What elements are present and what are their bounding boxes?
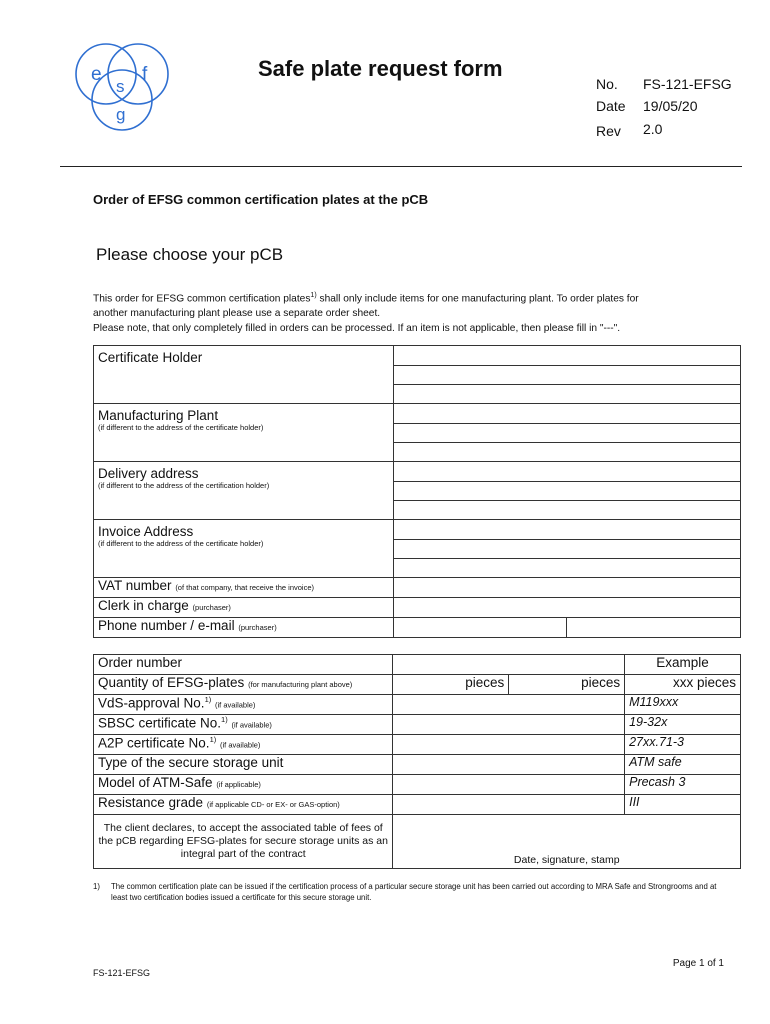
header-divider <box>60 166 742 167</box>
vds-example: M119xxx <box>625 695 741 715</box>
order-number-field[interactable] <box>393 655 625 675</box>
vat-field[interactable] <box>393 578 740 598</box>
delivery-address-line-3[interactable] <box>393 501 740 520</box>
phone-note: (purchaser) <box>238 623 277 632</box>
certificate-holder-label: Certificate Holder <box>98 350 203 365</box>
choose-pcb-heading: Please choose your pCB <box>96 245 284 264</box>
date-label: Date <box>596 98 626 114</box>
quantity-cell <box>94 675 393 695</box>
address-table <box>93 345 741 638</box>
footnote <box>93 881 733 903</box>
rev-label: Rev <box>596 123 621 139</box>
storage-type-label: Type of the secure storage unit <box>98 755 284 770</box>
delivery-address-note: (if different to the address of the certification holder) <box>98 481 270 490</box>
order-number-cell <box>94 655 393 675</box>
quantity-label: Quantity of EFSG-plates <box>98 675 245 690</box>
declaration: The client declares, to accept the associated table of fees of the pCB regarding EFSG-plates for secure storage units as an integral part of the contract <box>94 815 393 869</box>
model-cell <box>94 775 393 795</box>
storage-type-cell <box>94 755 393 775</box>
intro-line1b: shall only include items for one manufacturing plant. To order plates for <box>316 293 639 305</box>
order-number-label: Order number <box>98 655 183 670</box>
clerk-label: Clerk in charge <box>98 598 189 613</box>
a2p-example: 27xx.71-3 <box>625 735 741 755</box>
storage-type-example: ATM safe <box>625 755 741 775</box>
resistance-example: III <box>625 795 741 815</box>
example-header: Example <box>625 655 741 675</box>
delivery-address-cell <box>94 462 394 520</box>
sbsc-sup: 1) <box>221 715 228 724</box>
model-example: Precash 3 <box>625 775 741 795</box>
vds-cell <box>94 695 393 715</box>
clerk-field[interactable] <box>393 598 740 618</box>
logo-letter-s: s <box>116 77 125 96</box>
resistance-label: Resistance grade <box>98 795 204 810</box>
vds-label: VdS-approval No. <box>98 695 205 711</box>
vds-note: (if available) <box>215 700 256 710</box>
sbsc-note: (if available) <box>231 720 272 730</box>
logo-letter-f: f <box>142 64 148 85</box>
invoice-address-line-1[interactable] <box>393 520 740 540</box>
manufacturing-plant-line-2[interactable] <box>393 424 740 443</box>
intro-line1a: This order for EFSG common certification plates <box>93 293 311 305</box>
signature-label: Date, signature, stamp <box>513 854 620 866</box>
intro-text <box>93 288 733 336</box>
intro-footnote-mark: 1) <box>310 292 317 299</box>
footnote-text: The common certification plate can be issued if the certification process of a particular secure storage unit has been carried out according to MRA Safe and Strongrooms and at least two certification bodies issued a certificate for this secure storage unit. <box>111 882 717 902</box>
sbsc-example: 19-32x <box>625 715 741 735</box>
certificate-holder-line-2[interactable] <box>393 366 740 385</box>
delivery-address-label: Delivery address <box>98 466 199 481</box>
invoice-address-label: Invoice Address <box>98 524 194 539</box>
intro-line2: another manufacturing plant please use a separate order sheet. <box>93 308 381 320</box>
intro-line3: Please note, that only completely filled in orders can be processed. If an item is not applicable, then please fill in "---". <box>93 323 621 335</box>
email-field[interactable] <box>567 618 741 638</box>
manufacturing-plant-label: Manufacturing Plant <box>98 408 219 423</box>
resistance-note: (if applicable CD- or EX- or GAS-option) <box>206 800 340 809</box>
sbsc-field[interactable] <box>393 715 625 735</box>
manufacturing-plant-line-1[interactable] <box>393 404 740 424</box>
resistance-field[interactable] <box>393 795 625 815</box>
esfg-logo <box>58 30 188 136</box>
certificate-holder-line-1[interactable] <box>393 346 740 366</box>
model-label: Model of ATM-Safe <box>98 775 213 790</box>
sbsc-cell <box>94 715 393 735</box>
delivery-address-line-1[interactable] <box>393 462 740 482</box>
logo-letter-g: g <box>116 105 126 124</box>
quantity-field-2[interactable]: pieces <box>509 675 625 695</box>
quantity-field-1[interactable]: pieces <box>393 675 509 695</box>
sbsc-label: SBSC certificate No. <box>98 715 222 731</box>
clerk-cell <box>94 598 394 618</box>
resistance-cell <box>94 795 393 815</box>
invoice-address-cell <box>94 520 394 578</box>
quantity-note: (for manufacturing plant above) <box>248 680 353 689</box>
vds-sup: 1) <box>204 695 212 704</box>
manufacturing-plant-note: (if different to the address of the certificate holder) <box>98 423 264 432</box>
rev-value: 2.0 <box>643 121 663 137</box>
footnote-mark: 1) <box>93 882 100 891</box>
certificate-holder-cell <box>94 346 394 404</box>
phone-label: Phone number / e-mail <box>98 618 235 633</box>
manufacturing-plant-line-3[interactable] <box>393 443 740 462</box>
clerk-note: (purchaser) <box>192 603 231 612</box>
vat-label: VAT number <box>98 578 172 593</box>
model-note: (if applicable) <box>216 780 261 789</box>
model-field[interactable] <box>393 775 625 795</box>
a2p-field[interactable] <box>393 735 625 755</box>
order-table <box>93 654 741 869</box>
date-value: 19/05/20 <box>643 98 698 114</box>
section-subtitle: Order of EFSG common certification plates at the pCB <box>93 192 429 207</box>
invoice-address-line-3[interactable] <box>393 559 740 578</box>
page-number: Page 1 of 1 <box>672 958 724 969</box>
invoice-address-note: (if different to the address of the certificate holder) <box>98 539 264 548</box>
signature-field[interactable] <box>393 815 741 869</box>
no-label: No. <box>596 76 618 92</box>
a2p-cell <box>94 735 393 755</box>
manufacturing-plant-cell <box>94 404 394 462</box>
storage-type-field[interactable] <box>393 755 625 775</box>
a2p-label: A2P certificate No. <box>98 735 210 751</box>
phone-field[interactable] <box>393 618 567 638</box>
invoice-address-line-2[interactable] <box>393 540 740 559</box>
logo-letter-e: e <box>91 64 102 85</box>
vat-cell <box>94 578 394 598</box>
delivery-address-line-2[interactable] <box>393 482 740 501</box>
no-value: FS-121-EFSG <box>643 76 732 92</box>
vds-field[interactable] <box>393 695 625 715</box>
quantity-example: xxx pieces <box>625 675 741 695</box>
document-id: FS-121-EFSG <box>93 968 151 978</box>
page-title: Safe plate request form <box>258 56 503 81</box>
certificate-holder-line-3[interactable] <box>393 385 740 404</box>
vat-note: (of that company, that receive the invoice) <box>175 583 314 592</box>
phone-cell <box>94 618 394 638</box>
a2p-sup: 1) <box>209 735 217 744</box>
a2p-note: (if available) <box>220 740 261 750</box>
